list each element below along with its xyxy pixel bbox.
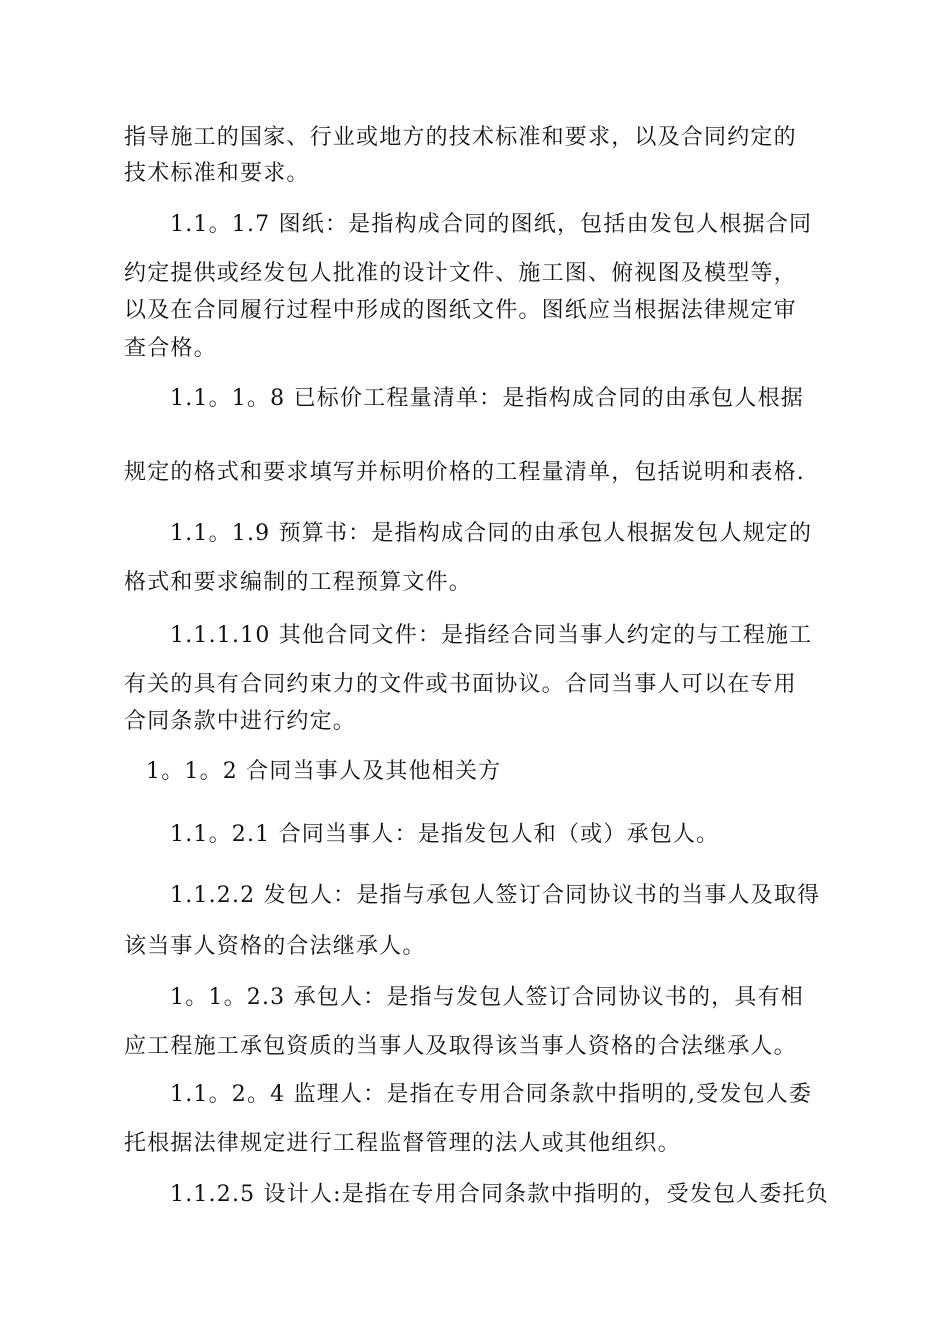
text-line-10: 格式和要求编制的工程预算文件。 xyxy=(124,570,473,595)
text-line-19: 应工程施工承包资质的当事人及取得该当事人资格的合法继承人。 xyxy=(124,1034,797,1059)
text-line-9: 1.1。1.9 预算书：是指构成合同的由承包人根据发包人规定的 xyxy=(170,521,813,546)
text-line-2: 技术标准和要求。 xyxy=(124,161,310,186)
text-line-5: 以及在合同履行过程中形成的图纸文件。图纸应当根据法律规定审 xyxy=(124,298,797,323)
section-heading: 1。1。2 合同当事人及其他相关方 xyxy=(146,759,502,784)
text-line-17: 该当事人资格的合法继承人。 xyxy=(124,934,426,959)
text-line-7: 1.1。1。8 已标价工程量清单：是指构成合同的由承包人根据 xyxy=(170,386,804,411)
text-line-13: 合同条款中进行约定。 xyxy=(124,709,357,734)
text-line-21: 托根据法律规定进行工程监督管理的法人或其他组织。 xyxy=(124,1131,681,1156)
text-line-12: 有关的具有合同约束力的文件或书面协议。合同当事人可以在专用 xyxy=(124,672,797,697)
text-line-16: 1.1.2.2 发包人：是指与承包人签订合同协议书的当事人及取得 xyxy=(170,883,821,908)
text-line-18: 1。1。2.3 承包人：是指与发包人签订合同协议书的，具有相 xyxy=(170,985,804,1010)
text-line-4: 约定提供或经发包人批准的设计文件、施工图、俯视图及模型等， xyxy=(124,261,797,286)
text-line-8: 规定的格式和要求填写并标明价格的工程量清单，包括说明和表格. xyxy=(124,460,805,485)
text-line-20: 1.1。2。4 监理人：是指在专用合同条款中指明的,受发包人委 xyxy=(170,1082,813,1107)
text-line-22: 1.1.2.5 设计人:是指在专用合同条款中指明的，受发包人委托负 xyxy=(170,1182,829,1207)
text-line-1: 指导施工的国家、行业或地方的技术标准和要求，以及合同约定的 xyxy=(124,125,797,150)
text-line-15: 1.1。2.1 合同当事人：是指发包人和（或）承包人。 xyxy=(170,822,720,847)
text-line-6: 查合格。 xyxy=(124,336,217,361)
text-line-11: 1.1.1.10 其他合同文件：是指经合同当事人约定的与工程施工 xyxy=(170,623,813,648)
text-line-3: 1.1。1.7 图纸：是指构成合同的图纸，包括由发包人根据合同 xyxy=(170,212,813,237)
